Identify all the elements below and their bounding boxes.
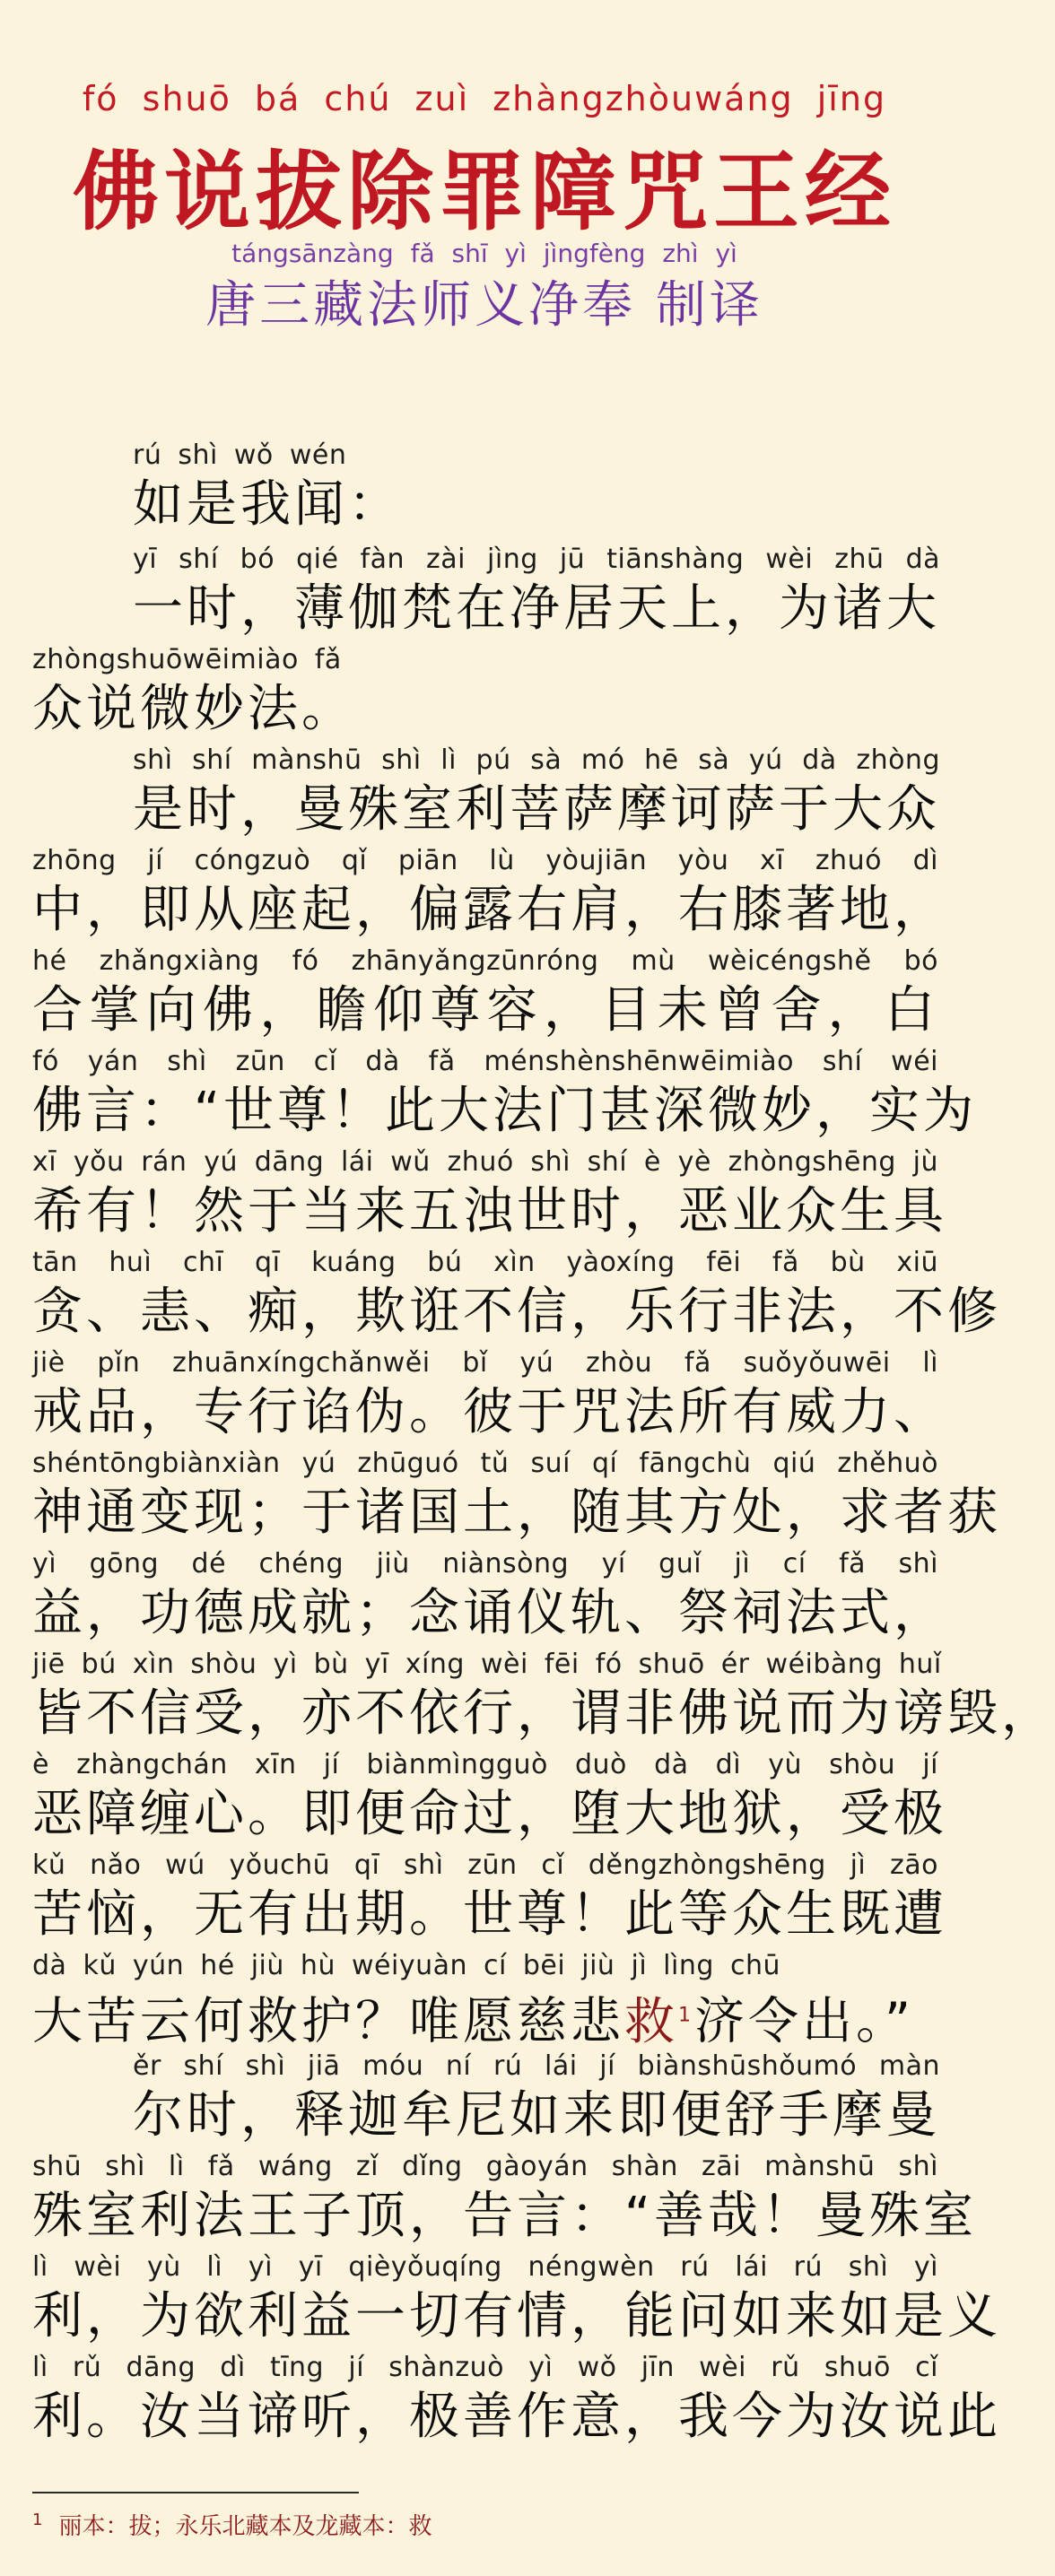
line-pinyin: lì rǔ dāng dì tīng jí shànzuò yì wǒ jīn wèi rǔ shuō cǐ: [32, 2352, 938, 2383]
text-line: [32, 2151, 978, 2255]
line-text: 利。汝当谛听，极善作意，我今为汝说此: [32, 2388, 1001, 2446]
line-text: 佛言：“世尊！此大法门甚深微妙，实为: [32, 1082, 978, 1140]
line-pinyin: zhōng jí cóngzuò qǐ piān lù yòujiān yòu xī zhuó dì: [32, 845, 938, 876]
line-pinyin: ěr shí shì jiā móu ní rú lái jí biànshūshǒumó màn: [133, 2050, 940, 2082]
text-line: [32, 1849, 947, 1954]
line-text: 尔时，释迦牟尼如来即便舒手摩曼: [133, 2086, 940, 2145]
text-line: [32, 1347, 947, 1451]
line-text: 贪、恚、痴，欺诳不信，乐行非法，不修: [32, 1283, 1001, 1341]
text-line: [32, 1950, 938, 2054]
line-text: 一时，薄伽梵在净居天上，为诸大: [133, 579, 940, 638]
line-pinyin: è zhàngchán xīn jí biànmìngguò duò dà dì yù shòu jí: [32, 1749, 938, 1780]
line-pinyin: yī shí bó qié fàn zài jìng jū tiānshàng wèi zhū dà: [133, 544, 940, 575]
text-line: [32, 1649, 1055, 1753]
line-text: 如是我闻：: [133, 475, 402, 534]
footnote-ref[interactable]: 1: [678, 2004, 694, 2026]
footnote-text: 丽本：拔；永乐北藏本及龙藏本：救: [58, 2513, 432, 2540]
line-pinyin: tān huì chī qī kuáng bú xìn yàoxíng fēi fǎ bù xiū: [32, 1247, 938, 1278]
text-line: [32, 1046, 978, 1150]
line-text: 益，功德成就；念诵仪轨、祭祠法式，: [32, 1584, 947, 1642]
text-line: [32, 945, 938, 1049]
page-title: 佛说拔除罪障咒王经: [73, 141, 896, 242]
text-line: [133, 439, 940, 544]
line-pinyin: rú shì wǒ wén: [133, 439, 347, 471]
line-pinyin: xī yǒu rán yú dāng lái wǔ zhuó shì shí è yè zhòngshēng jù: [32, 1146, 938, 1178]
text-line: [32, 2251, 1001, 2355]
line-text-part: 济令出。”: [694, 1992, 915, 2051]
text-line: [32, 1749, 947, 1853]
text-line: [32, 1548, 947, 1652]
translator-subtitle: 唐三藏法师义净奉 制译: [205, 276, 763, 335]
line-pinyin: jiè pǐn zhuānxíngchǎnwěi bǐ yú zhòu fǎ suǒyǒuwēi lì: [32, 1347, 938, 1379]
line-text: 中，即从座起，偏露右肩，右膝著地，: [32, 881, 947, 939]
text-line: [32, 1448, 1001, 1552]
line-text: [32, 1984, 938, 2051]
line-text: 神通变现；于诸国土，随其方处，求者获: [32, 1484, 1001, 1542]
subtitle-pinyin: tángsānzàng fǎ shī yì jìngfèng zhì yì: [231, 239, 737, 268]
line-pinyin: lì wèi yù lì yì yī qièyǒuqíng néngwèn rú lái rú shì yì: [32, 2251, 938, 2283]
text-line: [32, 644, 938, 748]
footnote: [32, 2508, 929, 2541]
text-line: [32, 1247, 1001, 1351]
text-line: [32, 2352, 1001, 2456]
footnoted-character: 救$^1$: [624, 1992, 694, 2051]
line-pinyin: shéntōngbiànxiàn yú zhūguó tǔ suí qí fāngchù qiú zhěhuò: [32, 1448, 938, 1479]
line-text: 利，为欲利益一切有情，能问如来如是义: [32, 2287, 1001, 2345]
line-pinyin: kǔ nǎo wú yǒuchū qī shì zūn cǐ děngzhòngshēng jì zāo: [32, 1849, 938, 1881]
line-text: 是时，曼殊室利菩萨摩诃萨于大众: [133, 780, 940, 839]
text-line: [32, 1146, 947, 1250]
title-pinyin: fó shuō bá chú zuì zhàngzhòuwáng jīng: [82, 79, 887, 118]
line-text: 殊室利法王子顶，告言：“善哉！曼殊室: [32, 2187, 978, 2245]
line-pinyin: shū shì lì fǎ wáng zǐ dǐng gàoyán shàn zāi mànshū shì: [32, 2151, 938, 2182]
line-text: 皆不信受，亦不依行，谓非佛说而为谤毁，: [32, 1684, 1055, 1743]
line-text: 恶障缠心。即便命过，堕大地狱，受极: [32, 1785, 947, 1843]
line-text-part: 大苦云何救护？唯愿慈悲: [32, 1992, 624, 2051]
text-line: [133, 544, 940, 648]
line-text: 苦恼，无有出期。世尊！此等众生既遭: [32, 1885, 947, 1944]
text-line: [133, 2050, 940, 2154]
line-pinyin: zhòngshuōwēimiào fǎ: [32, 644, 342, 675]
text-line: [133, 744, 940, 849]
footnote-divider: [32, 2492, 359, 2493]
line-pinyin: hé zhǎngxiàng fó zhānyǎngzūnróng mù wèicéngshě bó: [32, 945, 938, 977]
line-pinyin: dà kǔ yún hé jiù hù wéiyuàn cí bēi jiù jì lìng chū: [32, 1950, 780, 1981]
line-text: 众说微妙法。: [32, 680, 355, 738]
line-pinyin: fó yán shì zūn cǐ dà fǎ ménshènshēnwēimiào shí wéi: [32, 1046, 938, 1077]
footnote-number: 1: [32, 2511, 43, 2530]
line-pinyin: shì shí mànshū shì lì pú sà mó hē sà yú dà zhòng: [133, 744, 940, 776]
text-line: [32, 845, 947, 949]
line-pinyin: jiē bú xìn shòu yì bù yī xíng wèi fēi fó shuō ér wéibàng huǐ: [32, 1649, 942, 1680]
line-text: 合掌向佛，瞻仰尊容，目未曾舍，白: [32, 981, 938, 1040]
line-text: 希有！然于当来五浊世时，恶业众生具: [32, 1182, 947, 1240]
line-pinyin: yì gōng dé chéng jiù niànsòng yí guǐ jì cí fǎ shì: [32, 1548, 938, 1580]
line-text: 戒品，专行谄伪。彼于咒法所有威力、: [32, 1383, 947, 1441]
